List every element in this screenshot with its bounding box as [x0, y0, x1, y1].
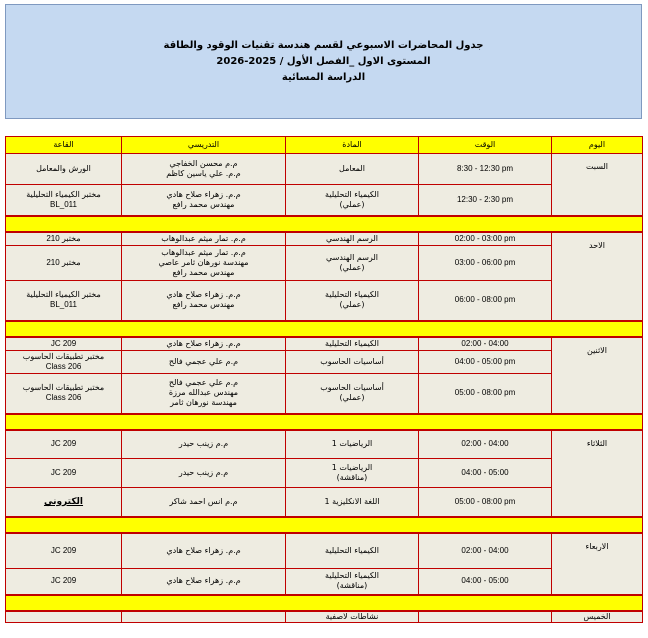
time-cell: 06:00 - 08:00 pm [419, 281, 552, 321]
day-monday: الاثنين [552, 337, 643, 414]
header-level-semester: المستوى الاول _الفصل الأول / 2025-2026 [216, 55, 431, 67]
header-title: جدول المحاضرات الاسبوعي لقسم هندسة تقنيات الوقود والطاقة [163, 39, 484, 51]
subject-cell: الكيمياء التحليلية (عملي) [286, 281, 419, 321]
room-cell: مختبر الكيمياء التحليلية BL_011 [6, 281, 122, 321]
table-row [6, 154, 643, 185]
instructor-cell: م.م محسن الخفاجي م.م. علي ياسين كاظم [122, 154, 286, 185]
col-header-day: اليوم [552, 137, 643, 154]
col-header-room: القاعة [6, 137, 122, 154]
room-cell: مختبر 210 [6, 246, 122, 281]
subject-cell: الكيمياء التحليلية [286, 337, 419, 351]
instructor-cell: م.م. زهراء صلاح هادي [122, 569, 286, 595]
table-row [6, 569, 643, 595]
schedule-table [5, 136, 643, 623]
time-cell: 03:00 - 06:00 pm [419, 246, 552, 281]
table-row [6, 232, 643, 246]
day-tuesday: الثلاثاء [552, 430, 643, 517]
room-cell: JC 209 [6, 533, 122, 569]
table-row [6, 430, 643, 459]
day-separator [6, 595, 643, 611]
instructor-cell: م.م. زهراء صلاح هادي [122, 337, 286, 351]
instructor-cell: م.م علي عجمي فالح مهندس عبدالله مرزة مهندسة نورهان ثامر [122, 374, 286, 414]
time-cell: 02:00 - 03:00 pm [419, 232, 552, 246]
table-row [6, 459, 643, 488]
time-cell: 05:00 - 08:00 pm [419, 488, 552, 517]
time-cell: 05:00 - 08:00 pm [419, 374, 552, 414]
time-cell [419, 611, 552, 623]
subject-cell: المعامل [286, 154, 419, 185]
room-cell: الورش والمعامل [6, 154, 122, 185]
room-cell: JC 209 [6, 459, 122, 488]
day-saturday: السبت [552, 154, 643, 216]
room-cell: مختبر 210 [6, 232, 122, 246]
instructor-cell: م.م. تمار ميثم عبدالوهاب [122, 232, 286, 246]
table-row [6, 281, 643, 321]
time-cell: 02:00 - 04:00 [419, 533, 552, 569]
room-cell: JC 209 [6, 430, 122, 459]
instructor-cell: م.م انس احمد شاكر [122, 488, 286, 517]
time-cell: 04:00 - 05:00 [419, 569, 552, 595]
instructor-cell: م.م زينب حيدر [122, 430, 286, 459]
room-cell [6, 611, 122, 623]
room-cell [6, 488, 122, 517]
table-row [6, 533, 643, 569]
table-row [6, 374, 643, 414]
day-wednesday: الاربعاء [552, 533, 643, 595]
day-separator [6, 517, 643, 533]
table-row [6, 611, 643, 623]
time-cell: 04:00 - 05:00 pm [419, 351, 552, 374]
header-study-type: الدراسة المسائية [281, 71, 366, 83]
subject-cell: نشاطات لاصفية [286, 611, 419, 623]
time-cell: 02:00 - 04:00 [419, 430, 552, 459]
time-cell: 04:00 - 05:00 [419, 459, 552, 488]
instructor-cell [122, 611, 286, 623]
table-header-row [6, 137, 643, 154]
time-cell: 8:30 - 12:30 pm [419, 154, 552, 185]
table-row [6, 351, 643, 374]
subject-cell: اللغة الانكليزية 1 [286, 488, 419, 517]
room-cell: JC 209 [6, 337, 122, 351]
room-cell: مختبر تطبيقات الحاسوب Class 206 [6, 374, 122, 414]
day-sunday: الاحد [552, 232, 643, 321]
table-row [6, 246, 643, 281]
instructor-cell: م.م. زهراء صلاح هادي مهندس محمد رافع [122, 185, 286, 216]
instructor-cell: م.م زينب حيدر [122, 459, 286, 488]
room-cell: مختبر تطبيقات الحاسوب Class 206 [6, 351, 122, 374]
subject-cell: الرسم الهندسي [286, 232, 419, 246]
day-separator [6, 216, 643, 232]
subject-cell: أساسيات الحاسوب [286, 351, 419, 374]
col-header-time: الوقت [419, 137, 552, 154]
day-separator [6, 321, 643, 337]
time-cell: 12:30 - 2:30 pm [419, 185, 552, 216]
subject-cell: الرسم الهندسي (عملي) [286, 246, 419, 281]
online-room-label: الكتروني [43, 496, 84, 507]
time-cell: 02:00 - 04:00 [419, 337, 552, 351]
col-header-instructor: التدريسي [122, 137, 286, 154]
subject-cell: أساسيات الحاسوب (عملي) [286, 374, 419, 414]
instructor-cell: م.م. زهراء صلاح هادي [122, 533, 286, 569]
table-row [6, 185, 643, 216]
day-thursday: الخميس [552, 611, 643, 623]
room-cell: مختبر الكيمياء التحليلية BL_011 [6, 185, 122, 216]
table-row [6, 337, 643, 351]
col-header-subject: المادة [286, 137, 419, 154]
instructor-cell: م.م. تمار ميثم عبدالوهاب مهندسة نورهان ثامر عاصي مهندس محمد رافع [122, 246, 286, 281]
subject-cell: الكيمياء التحليلية [286, 533, 419, 569]
subject-cell: الرياضيات 1 (مناقشة) [286, 459, 419, 488]
schedule-header [5, 4, 642, 119]
subject-cell: الكيمياء التحليلية (مناقشة) [286, 569, 419, 595]
day-separator [6, 414, 643, 430]
instructor-cell: م.م علي عجمي فالح [122, 351, 286, 374]
table-row [6, 488, 643, 517]
subject-cell: الكيمياء التحليلية (عملي) [286, 185, 419, 216]
instructor-cell: م.م. زهراء صلاح هادي مهندس محمد رافع [122, 281, 286, 321]
room-cell: JC 209 [6, 569, 122, 595]
subject-cell: الرياضيات 1 [286, 430, 419, 459]
